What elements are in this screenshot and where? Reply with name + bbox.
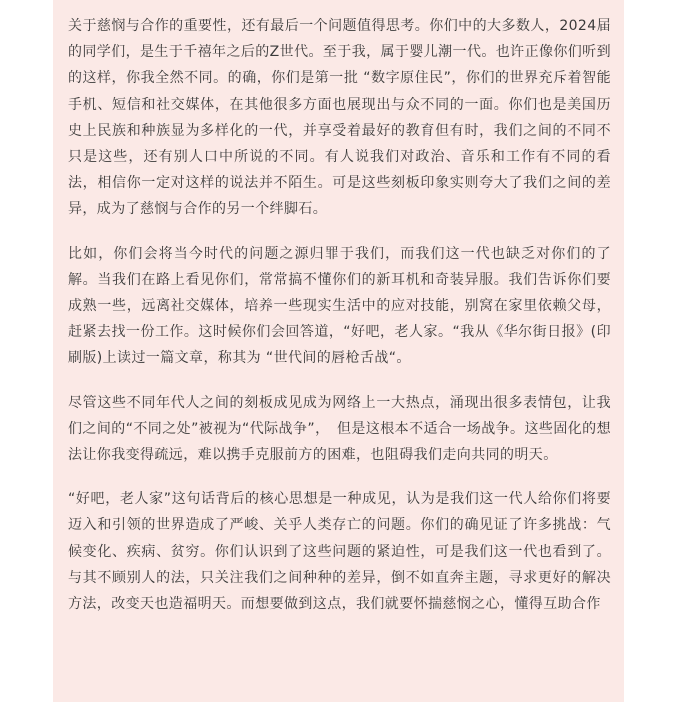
paragraph-1: 关于慈悯与合作的重要性，还有最后一个问题值得思考。你们中的大多数人，2024届的同学们，是生于千禧年之后的Z世代。至于我，属于婴儿潮一代。也许正像你们听到的这样，你我全然不同。的确，你们是第一批 “数字原住民”，你们的世界充斥着智能手机、短信和社交媒体，在其他很多方面也展现出与众不同的一面。你们也是美国历史上民族和种族显为多样化的一代，并享受着最好的教育但有时，我们之间的不同不只是这些，还有别人口中所说的不同。有人说我们对政治、音乐和工作有不同的看法，相信你一定对这样的说法并不陌生。可是这些刻板印象实则夸大了我们之间的差异，成为了慈悯与合作的另一个绊脚石。 (68, 18, 611, 218)
paragraph-3: 尽管这些不同年代人之间的刻板成见成为网络上一大热点，涌现出很多表情包，让我们之间的“不同之处”被视为“代际战争”， 但是这根本不适合一场战争。这些固化的想法让你我变得疏远，难以携手克服前方的困难，也阻碍我们走向共同的明天。 (68, 394, 611, 464)
article-body (53, 0, 624, 702)
paragraph-4: “好吧，老人家”这句话背后的核心思想是一种成见，认为是我们这一代人给你们将要迈入和引领的世界造成了严峻、关乎人类存亡的问题。你们的确见证了许多挑战：气候变化、疾病、贫穷。你们认识到了这些问题的紧迫性，可是我们这一代也看到了。与其不顾别人的法，只关注我们之间种种的差异，倒不如直奔主题，寻求更好的解决方法，改变天也造福明天。而想要做到这点，我们就要怀揣慈悯之心，懂得互助合作 (68, 491, 611, 613)
paragraph-2: 比如，你们会将当今时代的问题之源归罪于我们，而我们这一代也缺乏对你们的了解。当我们在路上看见你们，常常搞不懂你们的新耳机和奇装异服。我们告诉你们要成熟一些，远离社交媒体，培养一些现实生活中的应对技能，别窝在家里依赖父母，赶紧去找一份工作。这时候你们会回答道，“好吧，老人家。“我从《华尔街日报》(印刷版)上读过一篇文章，称其为 “世代间的唇枪舌战“。 (68, 245, 611, 367)
